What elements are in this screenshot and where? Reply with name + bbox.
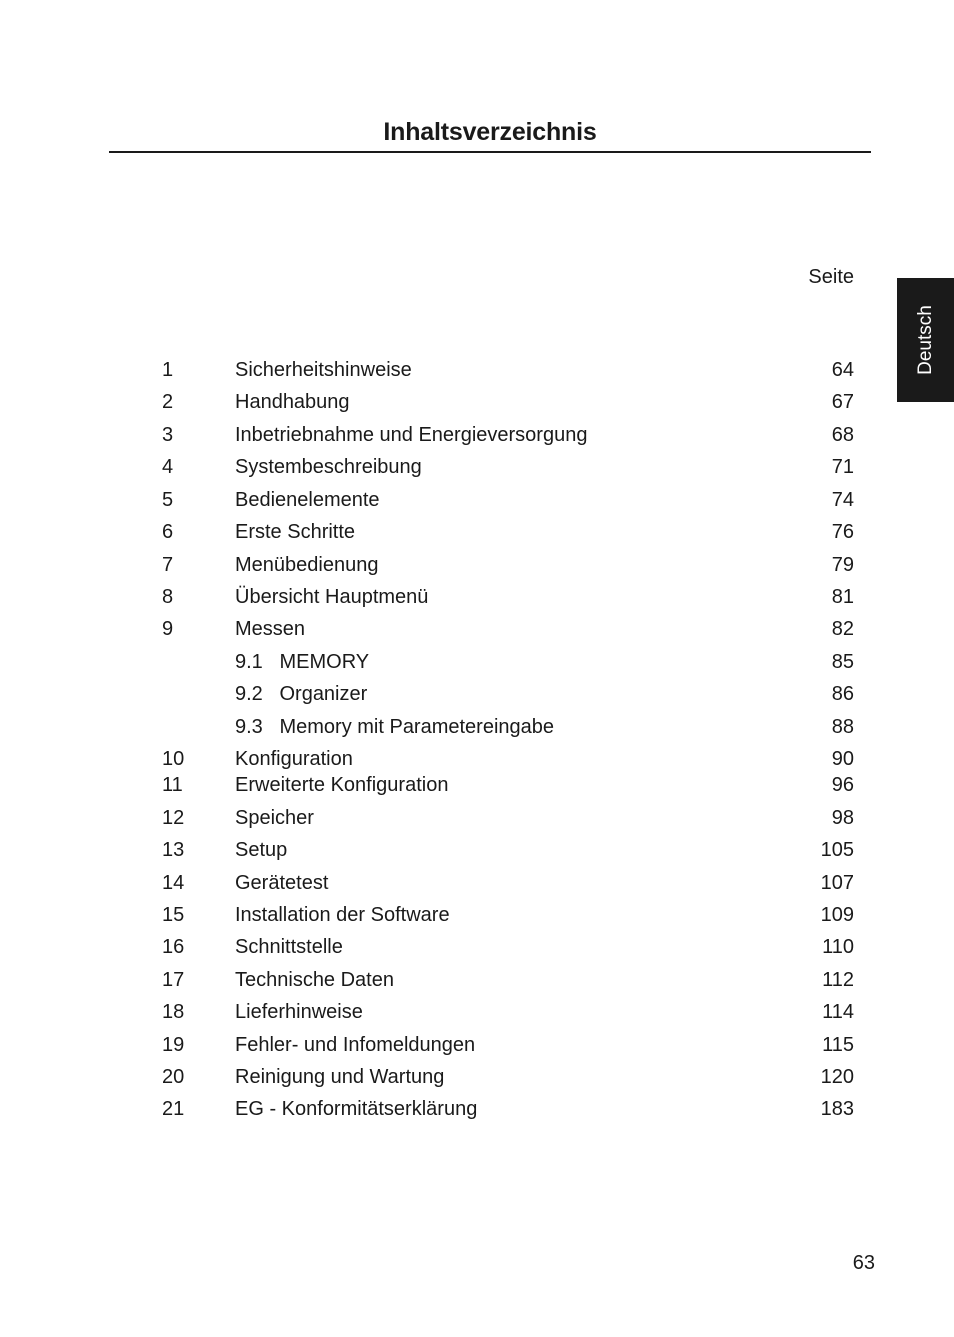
toc-entry-title: Installation der Software (235, 904, 450, 926)
toc-entry-title: Messen (235, 618, 306, 640)
toc-entry (0, 872, 954, 898)
toc-entry-page: 110 (822, 936, 854, 958)
toc-entry-page: 96 (831, 774, 854, 796)
toc-entry-title: Sicherheitshinweise (235, 359, 412, 381)
toc-entry-title: Lieferhinweise (235, 1001, 363, 1023)
toc-entry-page: 68 (831, 424, 854, 446)
toc-entry-page: 86 (831, 683, 854, 705)
toc-entry-page: 112 (822, 969, 854, 991)
toc-entry (0, 1098, 954, 1124)
toc-entry-page: 85 (831, 651, 854, 673)
toc-entry-number: 21 (162, 1098, 185, 1120)
toc-entry-title: Systembeschreibung (235, 456, 422, 478)
toc-entry-page: 88 (831, 716, 854, 738)
toc-entry-title: Übersicht Hauptmenü (235, 586, 429, 608)
toc-entry-number: 10 (162, 748, 185, 770)
toc-entry (0, 456, 954, 482)
toc-entry-page: 71 (831, 456, 854, 478)
toc-entry (0, 716, 954, 742)
toc-entry-page: 105 (820, 839, 854, 861)
toc-entry-page: 90 (831, 748, 854, 770)
toc-entry-title: Handhabung (235, 391, 350, 413)
toc-entry-page: 114 (822, 1001, 854, 1023)
toc-entry-title: Reinigung und Wartung (235, 1066, 445, 1088)
toc-entry-page: 67 (831, 391, 854, 413)
toc-entry (0, 774, 954, 800)
toc-entry-title: Menübedienung (235, 554, 379, 576)
toc-entry-number: 16 (162, 936, 185, 958)
toc-entry (0, 1034, 954, 1060)
toc-entry-title: 9.2 Organizer (235, 683, 368, 705)
toc-entry-page: 98 (831, 807, 854, 829)
toc-entry-page: 82 (831, 618, 854, 640)
toc-entry-number: 7 (162, 554, 174, 576)
toc-entry-title: Setup (235, 839, 288, 861)
toc-entry-number: 19 (162, 1034, 185, 1056)
toc-entry-title: Bedienelemente (235, 489, 380, 511)
page-title: Inhaltsverzeichnis (383, 118, 597, 146)
toc-entry (0, 554, 954, 580)
language-tab-label: Deutsch (914, 305, 936, 375)
toc-entry-number: 5 (162, 489, 174, 511)
toc-entry-number: 1 (162, 359, 174, 381)
toc-entry-title: Inbetriebnahme und Energieversorgung (235, 424, 588, 446)
toc-entry (0, 359, 954, 385)
toc-entry (0, 839, 954, 865)
toc-entry-title: Technische Daten (235, 969, 394, 991)
toc-entry-title: Schnittstelle (235, 936, 343, 958)
toc-entry-page: 64 (831, 359, 854, 381)
toc-entry-title: Erweiterte Konfiguration (235, 774, 449, 796)
toc-entry-number: 4 (162, 456, 174, 478)
toc-entry (0, 969, 954, 995)
toc-entry-number: 14 (162, 872, 185, 894)
toc-entry (0, 936, 954, 962)
toc-entry-number: 9 (162, 618, 174, 640)
toc-entry-number: 13 (162, 839, 185, 861)
toc-entry-page: 109 (820, 904, 854, 926)
toc-entry-number: 2 (162, 391, 174, 413)
page-number: 63 (852, 1252, 875, 1274)
toc-entry-title: 9.1 MEMORY (235, 651, 370, 673)
toc-entry-page: 76 (831, 521, 854, 543)
toc-entry-title: Fehler- und Infomeldungen (235, 1034, 476, 1056)
toc-entry (0, 1001, 954, 1027)
toc-entry (0, 651, 954, 677)
toc-entry-page: 107 (820, 872, 854, 894)
toc-entry-page: 74 (831, 489, 854, 511)
toc-entry-number: 17 (162, 969, 185, 991)
toc-entry-title: Gerätetest (235, 872, 329, 894)
toc-entry-page: 183 (820, 1098, 854, 1120)
toc-entry (0, 424, 954, 450)
toc-entry (0, 489, 954, 515)
toc-entry-number: 15 (162, 904, 185, 926)
toc-entry (0, 1066, 954, 1092)
toc-entry-number: 18 (162, 1001, 185, 1023)
toc-entry (0, 748, 954, 774)
toc-entry-number: 3 (162, 424, 174, 446)
toc-entry (0, 904, 954, 930)
page-column-header: Seite (808, 266, 854, 288)
toc-entry-title: Erste Schritte (235, 521, 356, 543)
toc-entry-number: 11 (162, 774, 183, 796)
toc-entry (0, 586, 954, 612)
toc-entry (0, 618, 954, 644)
toc-entry-number: 20 (162, 1066, 185, 1088)
toc-entry-title: 9.3 Memory mit Parametereingabe (235, 716, 555, 738)
toc-entry (0, 521, 954, 547)
toc-entry-number: 12 (162, 807, 185, 829)
toc-entry-page: 81 (831, 586, 854, 608)
toc-entry-number: 6 (162, 521, 174, 543)
toc-entry-title: Speicher (235, 807, 314, 829)
toc-entry-title: EG - Konformitätserklärung (235, 1098, 478, 1120)
toc-entry-page: 115 (822, 1034, 854, 1056)
toc-entry-page: 79 (831, 554, 854, 576)
toc-entry (0, 683, 954, 709)
toc-entry-title: Konfiguration (235, 748, 353, 770)
toc-entry-number: 8 (162, 586, 174, 608)
toc-entry-page: 120 (820, 1066, 854, 1088)
toc-entry (0, 391, 954, 417)
toc-entry (0, 807, 954, 833)
